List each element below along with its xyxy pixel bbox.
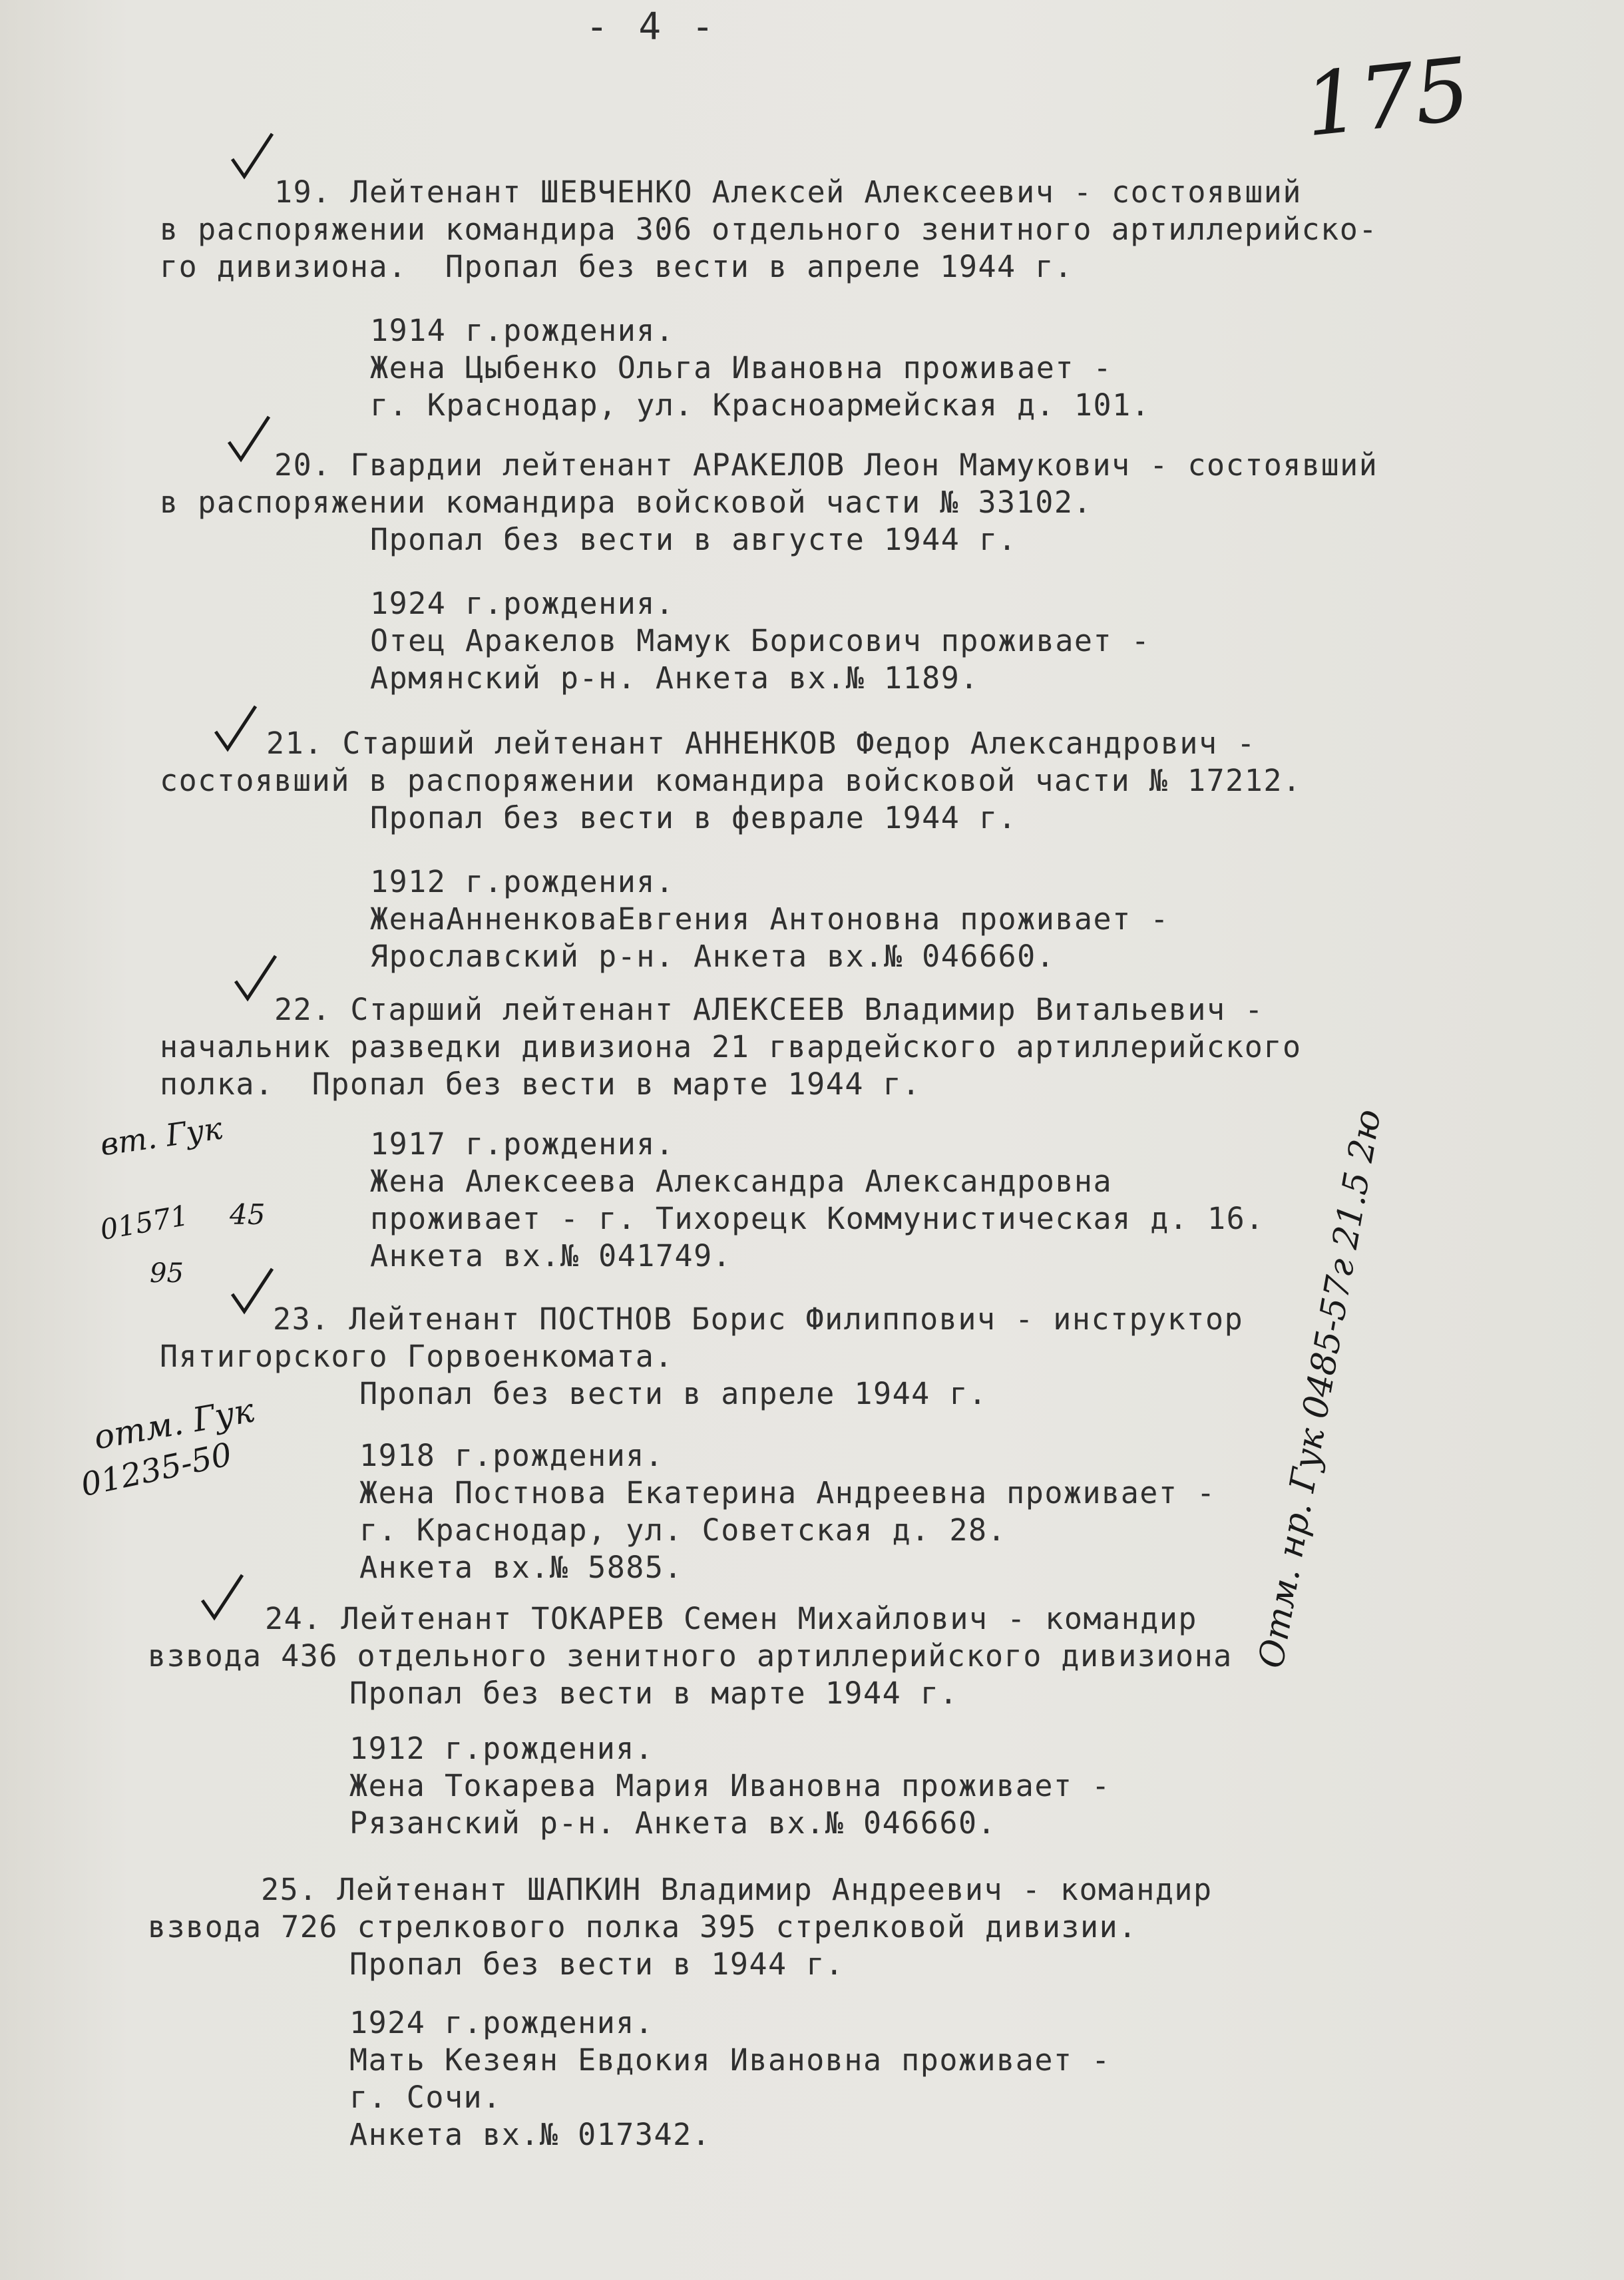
questionnaire-ref: Анкета вх.№ 5885.: [359, 1550, 684, 1585]
relative-info: Мать Кезеян Евдокия Ивановна проживает -: [349, 2042, 1111, 2078]
questionnaire-ref: Рязанский р-н. Анкета вх.№ 046660.: [349, 1805, 997, 1841]
entry-line: в распоряжении командира войсковой части № 33102.: [160, 485, 1093, 520]
entry-line: Пропал без вести в апреле 1944 г.: [359, 1376, 988, 1411]
margin-note: 01571: [97, 1198, 191, 1247]
entry-line: Пропал без вести в марте 1944 г.: [349, 1676, 958, 1711]
entry-line: полка. Пропал без вести в марте 1944 г.: [160, 1066, 921, 1102]
margin-note: 01235-50: [77, 1435, 236, 1504]
checkmark-icon: [230, 1265, 276, 1318]
birth-year: 1912 г.рождения.: [370, 864, 675, 899]
questionnaire-ref: Армянский р-н. Анкета вх.№ 1189.: [370, 660, 979, 696]
entry-line: 22. Старший лейтенант АЛЕКСЕЕВ Владимир Витальевич -: [274, 992, 1264, 1027]
margin-note-vertical: Отм. нр. Гук 0485-57г 21.5 2ю: [1251, 1106, 1389, 1672]
archive-number: 175: [1299, 38, 1475, 156]
entry-line: Пятигорского Горвоенкомата.: [160, 1339, 674, 1374]
margin-note: отм. Гук: [91, 1391, 257, 1457]
birth-year: 1924 г.рождения.: [349, 2005, 654, 2040]
entry-line: Пропал без вести в феврале 1944 г.: [370, 800, 1018, 835]
margin-note: 95: [150, 1258, 184, 1289]
questionnaire-ref: Анкета вх.№ 017342.: [349, 2117, 711, 2152]
questionnaire-ref: Ярославский р-н. Анкета вх.№ 046660.: [370, 939, 1056, 974]
entry-line: в распоряжении командира 306 отдельного зенитного артиллерийско-: [160, 212, 1378, 247]
relative-address: г. Сочи.: [349, 2080, 502, 2115]
birth-year: 1924 г.рождения.: [370, 586, 675, 621]
entry-line: 20. Гвардии лейтенант АРАКЕЛОВ Леон Мамукович - состоявший: [274, 447, 1378, 483]
entry-line: начальник разведки дивизиона 21 гвардейского артиллерийского: [160, 1029, 1302, 1064]
relative-address: проживает - г. Тихорецк Коммунистическая д. 16.: [370, 1201, 1265, 1236]
page-number: - 4 -: [586, 5, 718, 49]
checkmark-icon: [226, 413, 273, 466]
entry-line: 25. Лейтенант ШАПКИН Владимир Андреевич - командир: [261, 1872, 1213, 1907]
relative-info: Жена Алексеева Александра Александровна: [370, 1164, 1113, 1199]
relative-info: Жена Токарева Мария Ивановна проживает -: [349, 1768, 1111, 1803]
entry-line: 19. Лейтенант ШЕВЧЕНКО Алексей Алексеевич - состоявший: [274, 174, 1302, 210]
questionnaire-ref: Анкета вх.№ 041749.: [370, 1238, 732, 1273]
entry-line: 24. Лейтенант ТОКАРЕВ Семен Михайлович - командир: [265, 1601, 1198, 1636]
entry-line: го дивизиона. Пропал без вести в апреле 1944 г.: [160, 249, 1074, 284]
entry-line: взвода 726 стрелкового полка 395 стрелковой дивизии.: [148, 1909, 1137, 1944]
relative-address: г. Краснодар, ул. Советская д. 28.: [359, 1512, 1007, 1548]
entry-line: Пропал без вести в 1944 г.: [349, 1946, 845, 1982]
relative-info: ЖенаАнненковаЕвгения Антоновна проживает -: [370, 901, 1169, 937]
relative-info: Жена Постнова Екатерина Андреевна проживает -: [359, 1475, 1216, 1510]
birth-year: 1918 г.рождения.: [359, 1438, 664, 1473]
relative-info: Отец Аракелов Мамук Борисович проживает -: [370, 623, 1151, 658]
birth-year: 1912 г.рождения.: [349, 1731, 654, 1766]
checkmark-icon: [200, 1571, 246, 1624]
margin-note: 45: [230, 1198, 266, 1231]
checkmark-icon: [213, 702, 260, 756]
entry-line: состоявший в распоряжении командира войсковой части № 17212.: [160, 763, 1302, 798]
margin-note: вт. Гук: [98, 1110, 225, 1163]
relative-address: г. Краснодар, ул. Красноармейская д. 101.: [370, 387, 1151, 423]
relative-info: Жена Цыбенко Ольга Ивановна проживает -: [370, 350, 1113, 385]
entry-line: 21. Старший лейтенант АННЕНКОВ Федор Александрович -: [266, 726, 1256, 761]
entry-line: 23. Лейтенант ПОСТНОВ Борис Филиппович - инструктор: [273, 1301, 1244, 1337]
checkmark-icon: [230, 130, 276, 183]
birth-year: 1917 г.рождения.: [370, 1126, 675, 1162]
entry-line: взвода 436 отдельного зенитного артиллерийского дивизиона: [148, 1638, 1233, 1674]
birth-year: 1914 г.рождения.: [370, 313, 675, 348]
entry-line: Пропал без вести в августе 1944 г.: [370, 522, 1018, 557]
checkmark-icon: [233, 952, 280, 1005]
